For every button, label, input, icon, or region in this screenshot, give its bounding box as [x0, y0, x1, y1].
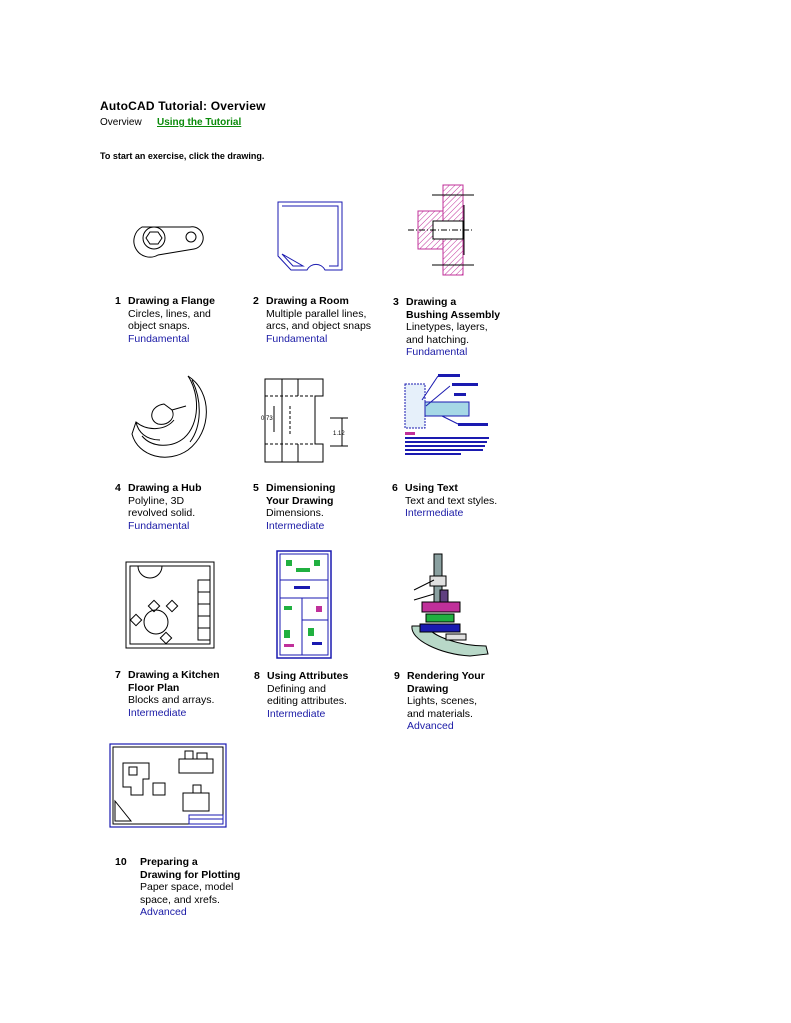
- exercise-level: Intermediate: [267, 707, 326, 720]
- exercise-description: Paper space, model space, and xrefs.: [140, 881, 234, 906]
- attributes-drawing-thumbnail[interactable]: [276, 550, 332, 660]
- exercise-title[interactable]: Drawing a Flange: [128, 295, 215, 307]
- exercise-title[interactable]: Drawing a Room: [266, 295, 349, 307]
- exercise-number: 8: [254, 670, 260, 682]
- plotting-drawing-thumbnail[interactable]: [109, 743, 227, 828]
- exercise-description: Linetypes, layers, and hatching.: [406, 321, 488, 346]
- exercise-number: 6: [392, 482, 398, 494]
- exercise-title[interactable]: Preparing a Drawing for Plotting: [140, 856, 241, 881]
- kitchen-drawing-thumbnail[interactable]: [124, 560, 216, 652]
- exercise-level: Advanced: [140, 906, 187, 918]
- text-drawing-thumbnail[interactable]: [402, 370, 494, 460]
- exercise-description: Circles, lines, and object snaps.: [128, 307, 211, 332]
- exercise-number: 5: [253, 482, 259, 494]
- nav-using-tutorial-link[interactable]: Using the Tutorial: [157, 117, 242, 128]
- exercise-description: Polyline, 3D revolved solid.: [128, 494, 196, 519]
- instruction-text: To start an exercise, click the drawing.: [100, 151, 265, 161]
- exercise-level: Intermediate: [128, 706, 187, 719]
- exercise-title[interactable]: Dimensioning Your Drawing: [266, 482, 336, 507]
- room-drawing-thumbnail[interactable]: [275, 200, 345, 274]
- exercise-number: 4: [115, 482, 121, 494]
- exercise-title[interactable]: Using Text: [405, 482, 458, 494]
- exercise-title[interactable]: Drawing a Kitchen Floor Plan: [128, 669, 220, 694]
- hub-drawing-thumbnail[interactable]: [128, 372, 213, 464]
- bushing-drawing-thumbnail[interactable]: [406, 183, 476, 278]
- rendering-drawing-thumbnail[interactable]: [400, 550, 492, 662]
- exercise-description: Text and text styles.: [405, 494, 498, 507]
- exercise-number: 9: [394, 670, 400, 682]
- dimension-label: 0.73: [261, 416, 273, 422]
- exercise-level: Intermediate: [405, 507, 464, 519]
- exercise-number: 3: [393, 296, 399, 308]
- exercise-description: Dimensions.: [266, 507, 324, 519]
- exercise-level: Fundamental: [266, 332, 328, 345]
- exercise-number: 2: [253, 295, 259, 307]
- dimension-label: 1.12: [333, 431, 345, 437]
- exercise-number: 1: [115, 295, 121, 307]
- exercise-title[interactable]: Drawing a Bushing Assembly: [406, 296, 501, 321]
- exercise-title[interactable]: Drawing a Hub: [128, 482, 202, 494]
- exercise-level: Fundamental: [128, 519, 190, 532]
- exercise-title[interactable]: Using Attributes: [267, 670, 349, 682]
- exercise-level: Fundamental: [406, 346, 468, 358]
- exercise-number: 10: [115, 856, 127, 868]
- exercise-level: Intermediate: [266, 519, 325, 532]
- exercise-description: Lights, scenes, and materials.: [407, 695, 478, 720]
- exercise-title[interactable]: Rendering Your Drawing: [407, 670, 485, 695]
- exercise-number: 7: [115, 669, 121, 681]
- nav-overview: Overview: [100, 117, 142, 128]
- exercise-description: Defining and editing attributes.: [267, 682, 347, 707]
- exercise-level: Advanced: [407, 720, 454, 732]
- page-title: AutoCAD Tutorial: Overview: [100, 99, 266, 113]
- exercise-description: Multiple parallel lines, arcs, and object snaps: [266, 307, 372, 332]
- exercise-description: Blocks and arrays.: [128, 694, 215, 706]
- exercise-level: Fundamental: [128, 332, 190, 345]
- flange-drawing-thumbnail[interactable]: [128, 205, 208, 265]
- dimensioning-drawing-thumbnail[interactable]: [260, 376, 350, 468]
